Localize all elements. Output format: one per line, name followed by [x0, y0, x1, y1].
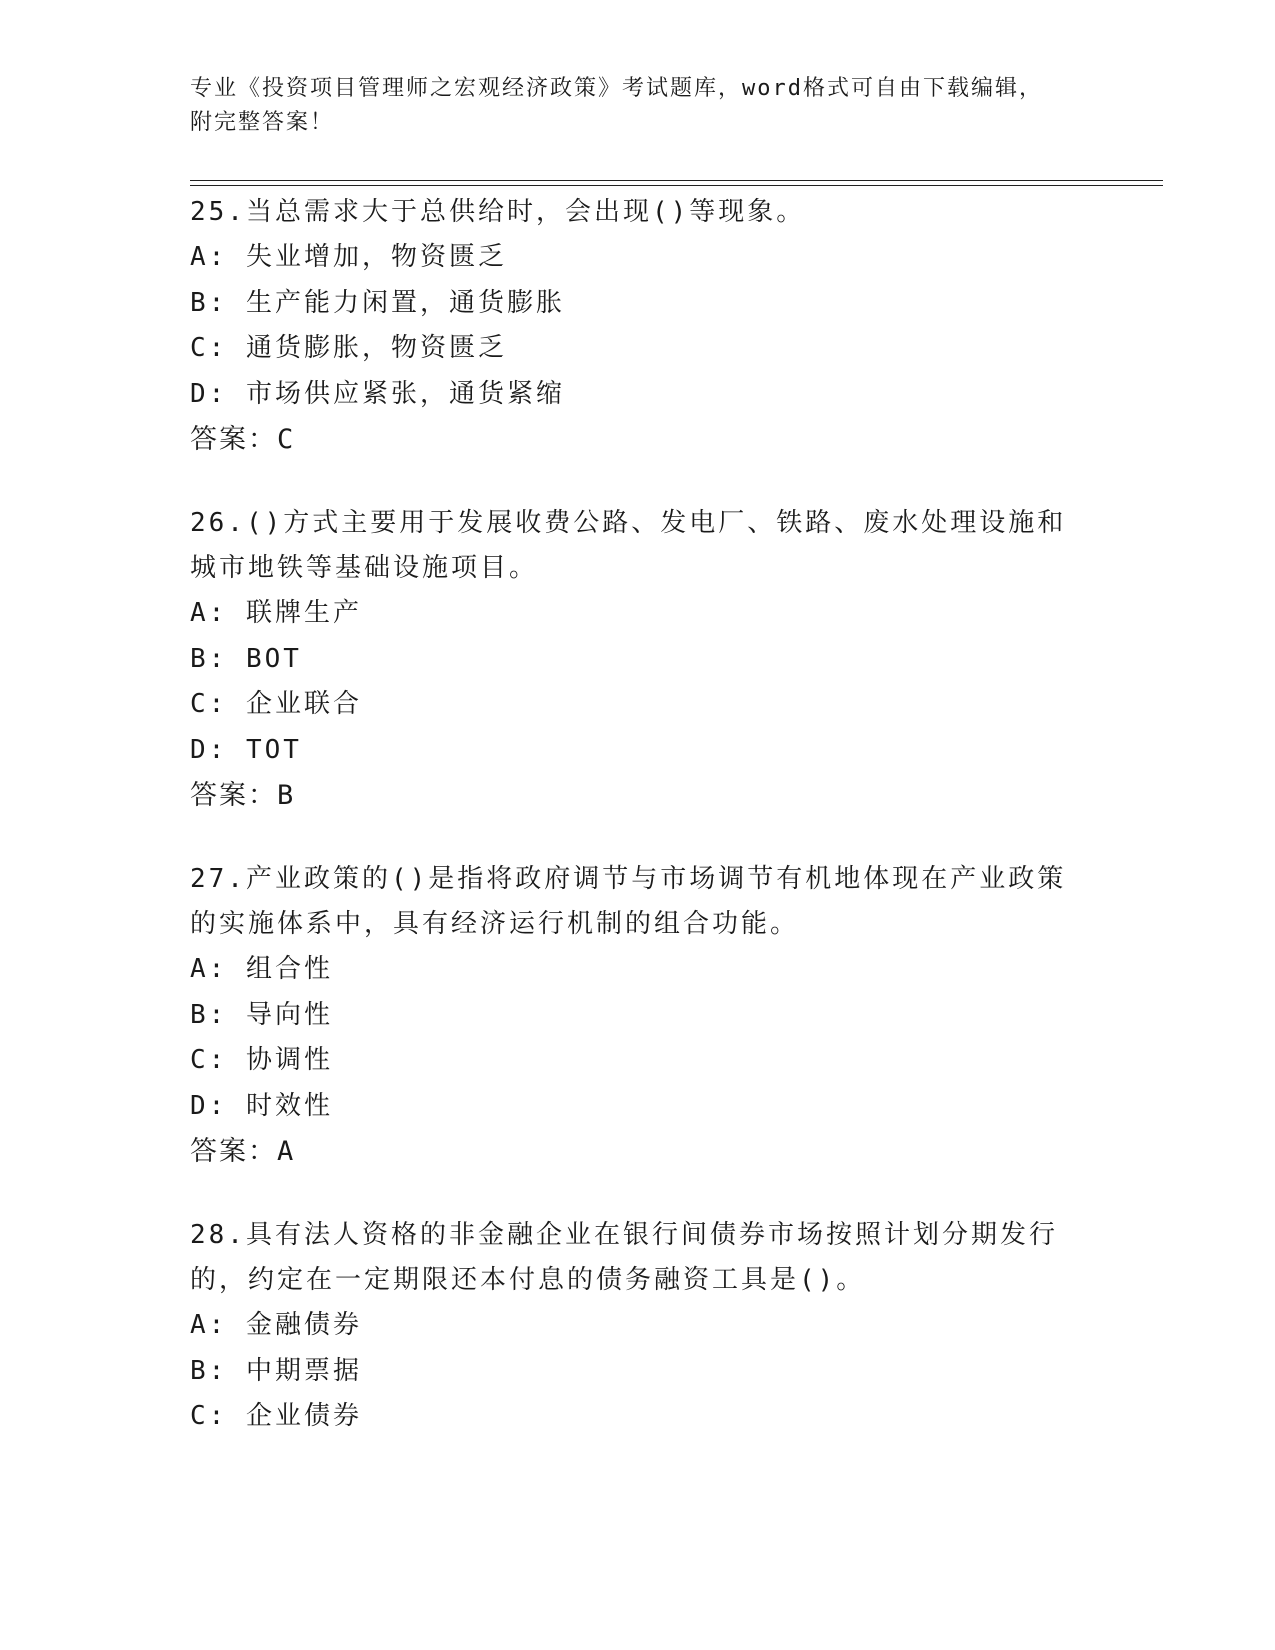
option-a: A: 组合性 — [190, 954, 333, 984]
option-a: A: 联牌生产 — [190, 598, 362, 628]
option-c: C: 协调性 — [190, 1045, 333, 1075]
question-26 — [190, 501, 1090, 819]
option-d: D: 时效性 — [190, 1090, 333, 1121]
option-c: C: 企业债券 — [190, 1401, 362, 1431]
option-b: B: 生产能力闲置，通货膨胀 — [190, 287, 565, 318]
question-text: 28.具有法人资格的非金融企业在银行间债券市场按照计划分期发行的，约定在一定期限还本付息的债务融资工具是()。 — [190, 1220, 1058, 1295]
question-28 — [190, 1213, 1090, 1440]
question-25 — [190, 190, 1090, 463]
answer-line: 答案：A — [190, 1136, 296, 1167]
header-line-2: 附完整答案！ — [190, 110, 335, 135]
option-a: A: 失业增加，物资匮乏 — [190, 242, 507, 272]
option-b: B: 导向性 — [190, 999, 333, 1030]
answer-line: 答案：C — [190, 424, 296, 455]
answer-line: 答案：B — [190, 780, 296, 811]
option-d: D: TOT — [190, 734, 302, 765]
question-text: 26.()方式主要用于发展收费公路、发电厂、铁路、废水处理设施和城市地铁等基础设施项目。 — [190, 508, 1067, 583]
question-27 — [190, 857, 1090, 1175]
option-c: C: 企业联合 — [190, 689, 362, 719]
option-a: A: 金融债券 — [190, 1310, 362, 1340]
option-d: D: 市场供应紧张，通货紧缩 — [190, 378, 565, 409]
option-b: B: 中期票据 — [190, 1355, 362, 1386]
header-divider-bottom — [190, 185, 1163, 186]
header-divider-top — [190, 180, 1163, 181]
question-text: 27.产业政策的()是指将政府调节与市场调节有机地体现在产业政策的实施体系中，具有经济运行机制的组合功能。 — [190, 864, 1067, 939]
document-header — [190, 72, 1090, 140]
option-c: C: 通货膨胀，物资匮乏 — [190, 333, 507, 363]
option-b: B: BOT — [190, 643, 302, 674]
question-text: 25.当总需求大于总供给时，会出现()等现象。 — [190, 197, 806, 227]
question-list — [190, 190, 1090, 1478]
header-line-1: 专业《投资项目管理师之宏观经济政策》考试题库，word格式可自由下载编辑， — [190, 76, 1043, 101]
